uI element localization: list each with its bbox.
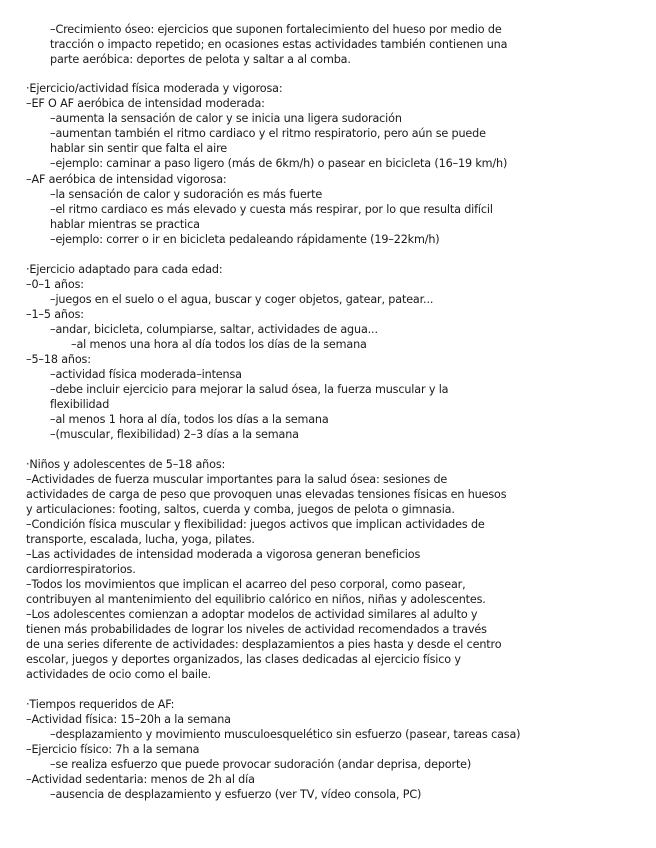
text-line: –Las actividades de intensidad moderada a vigorosa generan beneficios — [26, 548, 421, 561]
text-line: –desplazamiento y movimiento musculoesquelético sin esfuerzo (pasear, tareas casa) — [50, 728, 521, 741]
text-line: –actividad física moderada–intensa — [50, 368, 242, 381]
text-line: –se realiza esfuerzo que puede provocar sudoración (andar deprisa, deporte) — [50, 758, 472, 771]
text-line: cardiorrespiratorios. — [26, 563, 136, 576]
text-line: –Los adolescentes comienzan a adoptar modelos de actividad similares al adulto y — [26, 608, 478, 621]
text-line: –juegos en el suelo o el agua, buscar y coger objetos, gatear, patear... — [50, 293, 434, 306]
section-heading: ·Tiempos requeridos de AF: — [26, 698, 175, 711]
text-line: –Todos los movimientos que implican el acarreo del peso corporal, como pasear, — [26, 578, 466, 591]
text-line: –EF O AF aeróbica de intensidad moderada: — [26, 97, 265, 110]
text-line: escolar, juegos y deportes organizados, las clases dedicadas al ejercicio físico y — [26, 653, 461, 666]
text-line: –AF aeróbica de intensidad vigorosa: — [26, 173, 227, 186]
text-line: flexibilidad — [50, 398, 110, 411]
text-line: –el ritmo cardiaco es más elevado y cuesta más respirar, por lo que resulta difícil — [50, 203, 493, 216]
text-line: –andar, bicicleta, columpiarse, saltar, actividades de agua... — [50, 323, 378, 336]
text-line: –ejemplo: correr o ir en bicicleta pedaleando rápidamente (19–22km/h) — [50, 233, 440, 246]
text-line: –Actividad sedentaria: menos de 2h al día — [26, 773, 255, 786]
text-line: –Crecimiento óseo: ejercicios que suponen fortalecimiento del hueso por medio de — [50, 23, 502, 36]
text-line: hablar mientras se practica — [50, 218, 200, 231]
text-line: –1–5 años: — [26, 308, 84, 321]
text-line: –ejemplo: caminar a paso ligero (más de 6km/h) o pasear en bicicleta (16–19 km/h) — [50, 157, 508, 170]
section-heading: ·Niños y adolescentes de 5–18 años: — [26, 458, 226, 471]
text-line: tracción o impacto repetido; en ocasiones estas actividades también contienen una — [50, 38, 508, 51]
text-line: –aumenta la sensación de calor y se inicia una ligera sudoración — [50, 112, 402, 125]
text-line: –Actividades de fuerza muscular importantes para la salud ósea: sesiones de — [26, 473, 448, 486]
text-line: y articulaciones: footing, saltos, cuerda y comba, juegos de pelota o gimnasia. — [26, 503, 455, 516]
text-line: actividades de ocio como el baile. — [26, 668, 211, 681]
section-heading: ·Ejercicio/actividad física moderada y vigorosa: — [26, 82, 283, 95]
text-line: –0–1 años: — [26, 278, 84, 291]
text-line: –5–18 años: — [26, 353, 91, 366]
text-line: hablar sin sentir que falta el aire — [50, 142, 228, 155]
text-line: –(muscular, flexibilidad) 2–3 días a la semana — [50, 428, 299, 441]
text-line: contribuyen al mantenimiento del equilibrio calórico en niños, niñas y adolescentes. — [26, 593, 486, 606]
section-heading: ·Ejercicio adaptado para cada edad: — [26, 263, 223, 276]
text-line: –la sensación de calor y sudoración es más fuerte — [50, 188, 323, 201]
text-line: –Condición física muscular y flexibilidad: juegos activos que implican actividades de — [26, 518, 485, 531]
text-line: –Actividad física: 15–20h a la semana — [26, 713, 231, 726]
text-line: –al menos 1 hora al día, todos los días a la semana — [50, 413, 329, 426]
text-line: –debe incluir ejercicio para mejorar la salud ósea, la fuerza muscular y la — [50, 383, 449, 396]
text-line: –aumentan también el ritmo cardiaco y el ritmo respiratorio, pero aún se puede — [50, 127, 486, 140]
text-line: de una series diferente de actividades: desplazamientos a pies hasta y desde el centro — [26, 638, 502, 651]
text-line: –ausencia de desplazamiento y esfuerzo (ver TV, vídeo consola, PC) — [50, 788, 422, 801]
text-line: –al menos una hora al día todos los días de la semana — [71, 338, 367, 351]
text-line: parte aeróbica: deportes de pelota y saltar a al comba. — [50, 53, 351, 66]
text-line: actividades de carga de peso que provoquen unas elevadas tensiones físicas en huesos — [26, 488, 507, 501]
text-line: tienen más probabilidades de lograr los niveles de actividad recomendados a través — [26, 623, 487, 636]
text-line: –Ejercicio físico: 7h a la semana — [26, 743, 200, 756]
text-line: transporte, escalada, lucha, yoga, pilates. — [26, 533, 255, 546]
